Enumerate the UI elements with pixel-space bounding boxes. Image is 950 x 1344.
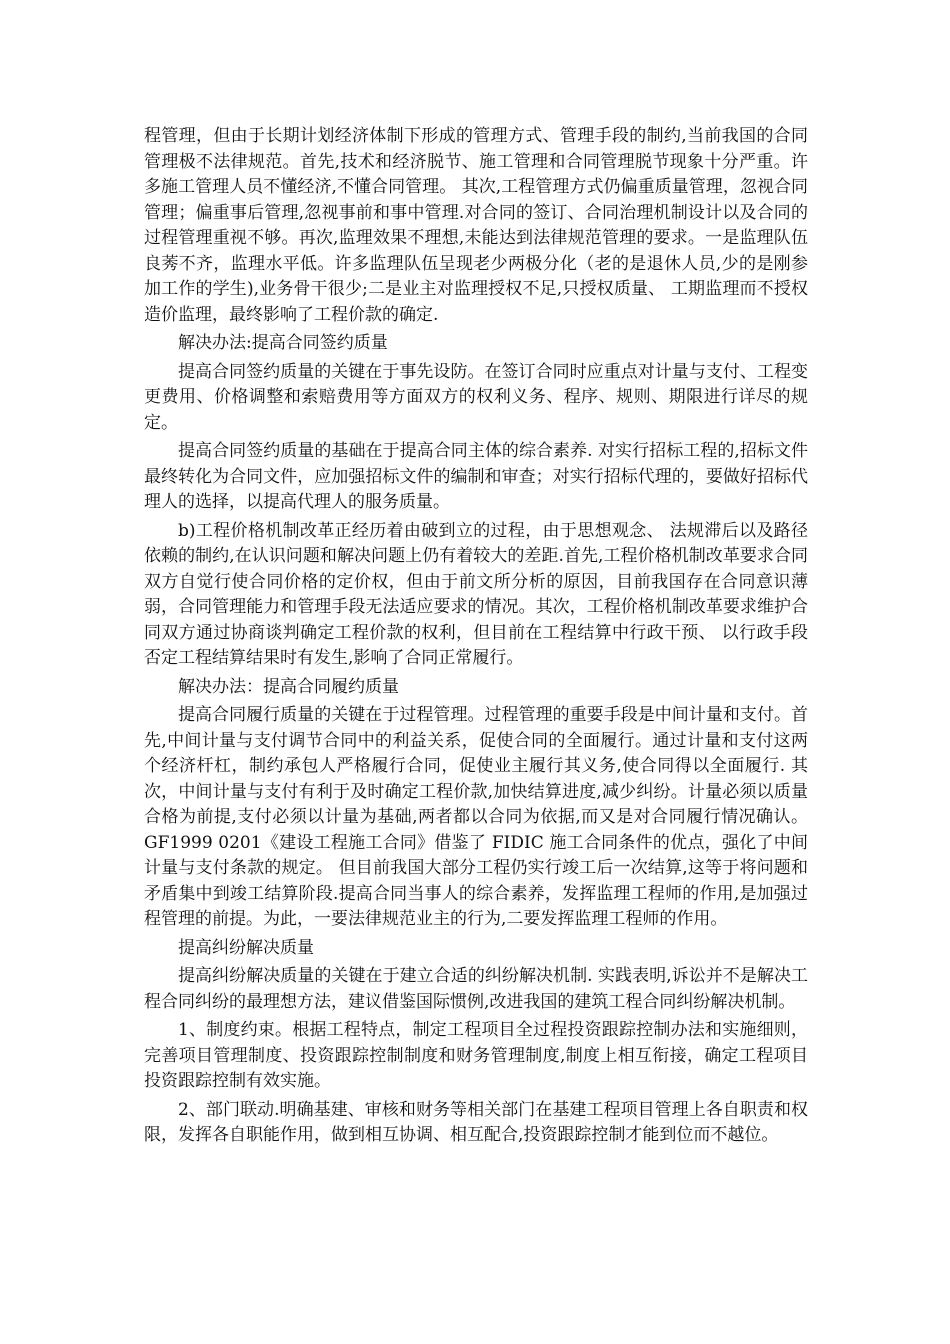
heading-signing-quality: 解决办法:提高合同签约质量 — [178, 333, 388, 353]
paragraph-signing-key: 提高合同签约质量的关键在于事先设防。在签订合同时应重点对计量与支付、工程变更费用、价格调整和索赔费用等方面双方的权利义务、程序、规则、期限进行详尽的规定。 — [144, 361, 808, 433]
paragraph-price-mechanism: b)工程价格机制改革正经历着由破到立的过程，由于思想观念、 法规滞后以及路径依赖的制约,在认识问题和解决问题上仍有着较大的差距.首先,工程价格机制改革要求合同双方自觉行使合同价格的定价权，但由于前文所分析的原因，目前我国存在合同意识薄弱，合同管理能力和管理手段无法适应要求的情况。其次，工程价格机制改革要求维护合同双方通过协商谈判确定工程价款的权利，但目前在工程结算中行政干预、 以行政手段否定工程结算结果时有发生,影响了合同正常履行。 — [144, 520, 808, 668]
paragraph-department-linkage: 2、部门联动.明确基建、审核和财务等相关部门在基建工程项目管理上各自职责和权限，发挥各自职能作用，做到相互协调、相互配合,投资跟踪控制才能到位而不越位。 — [144, 1099, 808, 1145]
paragraph-contract-management-issues: 程管理，但由于长期计划经济体制下形成的管理方式、管理手段的制约,当前我国的合同管理极不法律规范。首先,技术和经济脱节、施工管理和合同管理脱节现象十分严重。许多施工管理人员不懂经济,不懂合同管理。 其次,工程管理方式仍偏重质量管理，忽视合同管理；偏重事后管理,忽视事前和事中管理.对合同的签订、合同治理机制设计以及合同的过程管理重视不够。再次,监理效果不理想,未能达到法律规范管理的要求。一是监理队伍良莠不齐，监理水平低。许多监理队伍呈现老少两极分化（老的是退休人员,少的是刚参加工作的学生),业务骨干很少;二是业主对监理授权不足,只授权质量、 工期监理而不授权造价监理，最终影响了工程价款的确定. — [144, 126, 808, 325]
document-body — [144, 124, 808, 1152]
paragraph-system-constraint: 1、制度约束。根据工程特点，制定工程项目全过程投资跟踪控制办法和实施细则，完善项目管理制度、投资跟踪控制制度和财务管理制度,制度上相互衔接，确定工程项目投资跟踪控制有效实施。 — [144, 1020, 808, 1091]
heading-dispute-quality: 提高纠纷解决质量 — [178, 937, 314, 958]
paragraph-performance-key: 提高合同履行质量的关键在于过程管理。过程管理的重要手段是中间计量和支付。首先,中间计量与支付调节合同中的利益关系，促使合同的全面履行。通过计量和支付这两个经济杆杠，制约承包人严格履行合同，促使业主履行其义务,使合同得以全面履行. 其次，中间计量与支付有利于及时确定工程价款,加快结算进度,减少纠纷。计量必须以质量合格为前提,支付必须以计量为基础,两者都以合同为依据,而又是对合同履行情况确认。GF1999 0201《建设工程施工合同》借鉴了 FIDIC 施工合同条件的优点，强化了中间计量与支付条款的规定。 但目前我国大部分工程仍实行竣工后一次结算,这等于将问题和矛盾集中到竣工结算阶段.提高合同当事人的综合素养，发挥监理工程师的作用,是加强过程管理的前提。为此，一要法律规范业主的行为,二要发挥监理工程师的作用。 — [144, 705, 808, 929]
paragraph-signing-basis: 提高合同签约质量的基础在于提高合同主体的综合素养. 对实行招标工程的,招标文件最终转化为合同文件，应加强招标文件的编制和审查；对实行招标代理的，要做好招标代理人的选择，以提高代理人的服务质量。 — [144, 441, 808, 512]
heading-performance-quality: 解决办法：提高合同履约质量 — [178, 676, 399, 697]
paragraph-dispute-key: 提高纠纷解决质量的关键在于建立合适的纠纷解决机制. 实践表明,诉讼并不是解决工程合同纠纷的最理想方法，建议借鉴国际惯例,改进我国的建筑工程合同纠纷解决机制。 — [144, 966, 808, 1012]
